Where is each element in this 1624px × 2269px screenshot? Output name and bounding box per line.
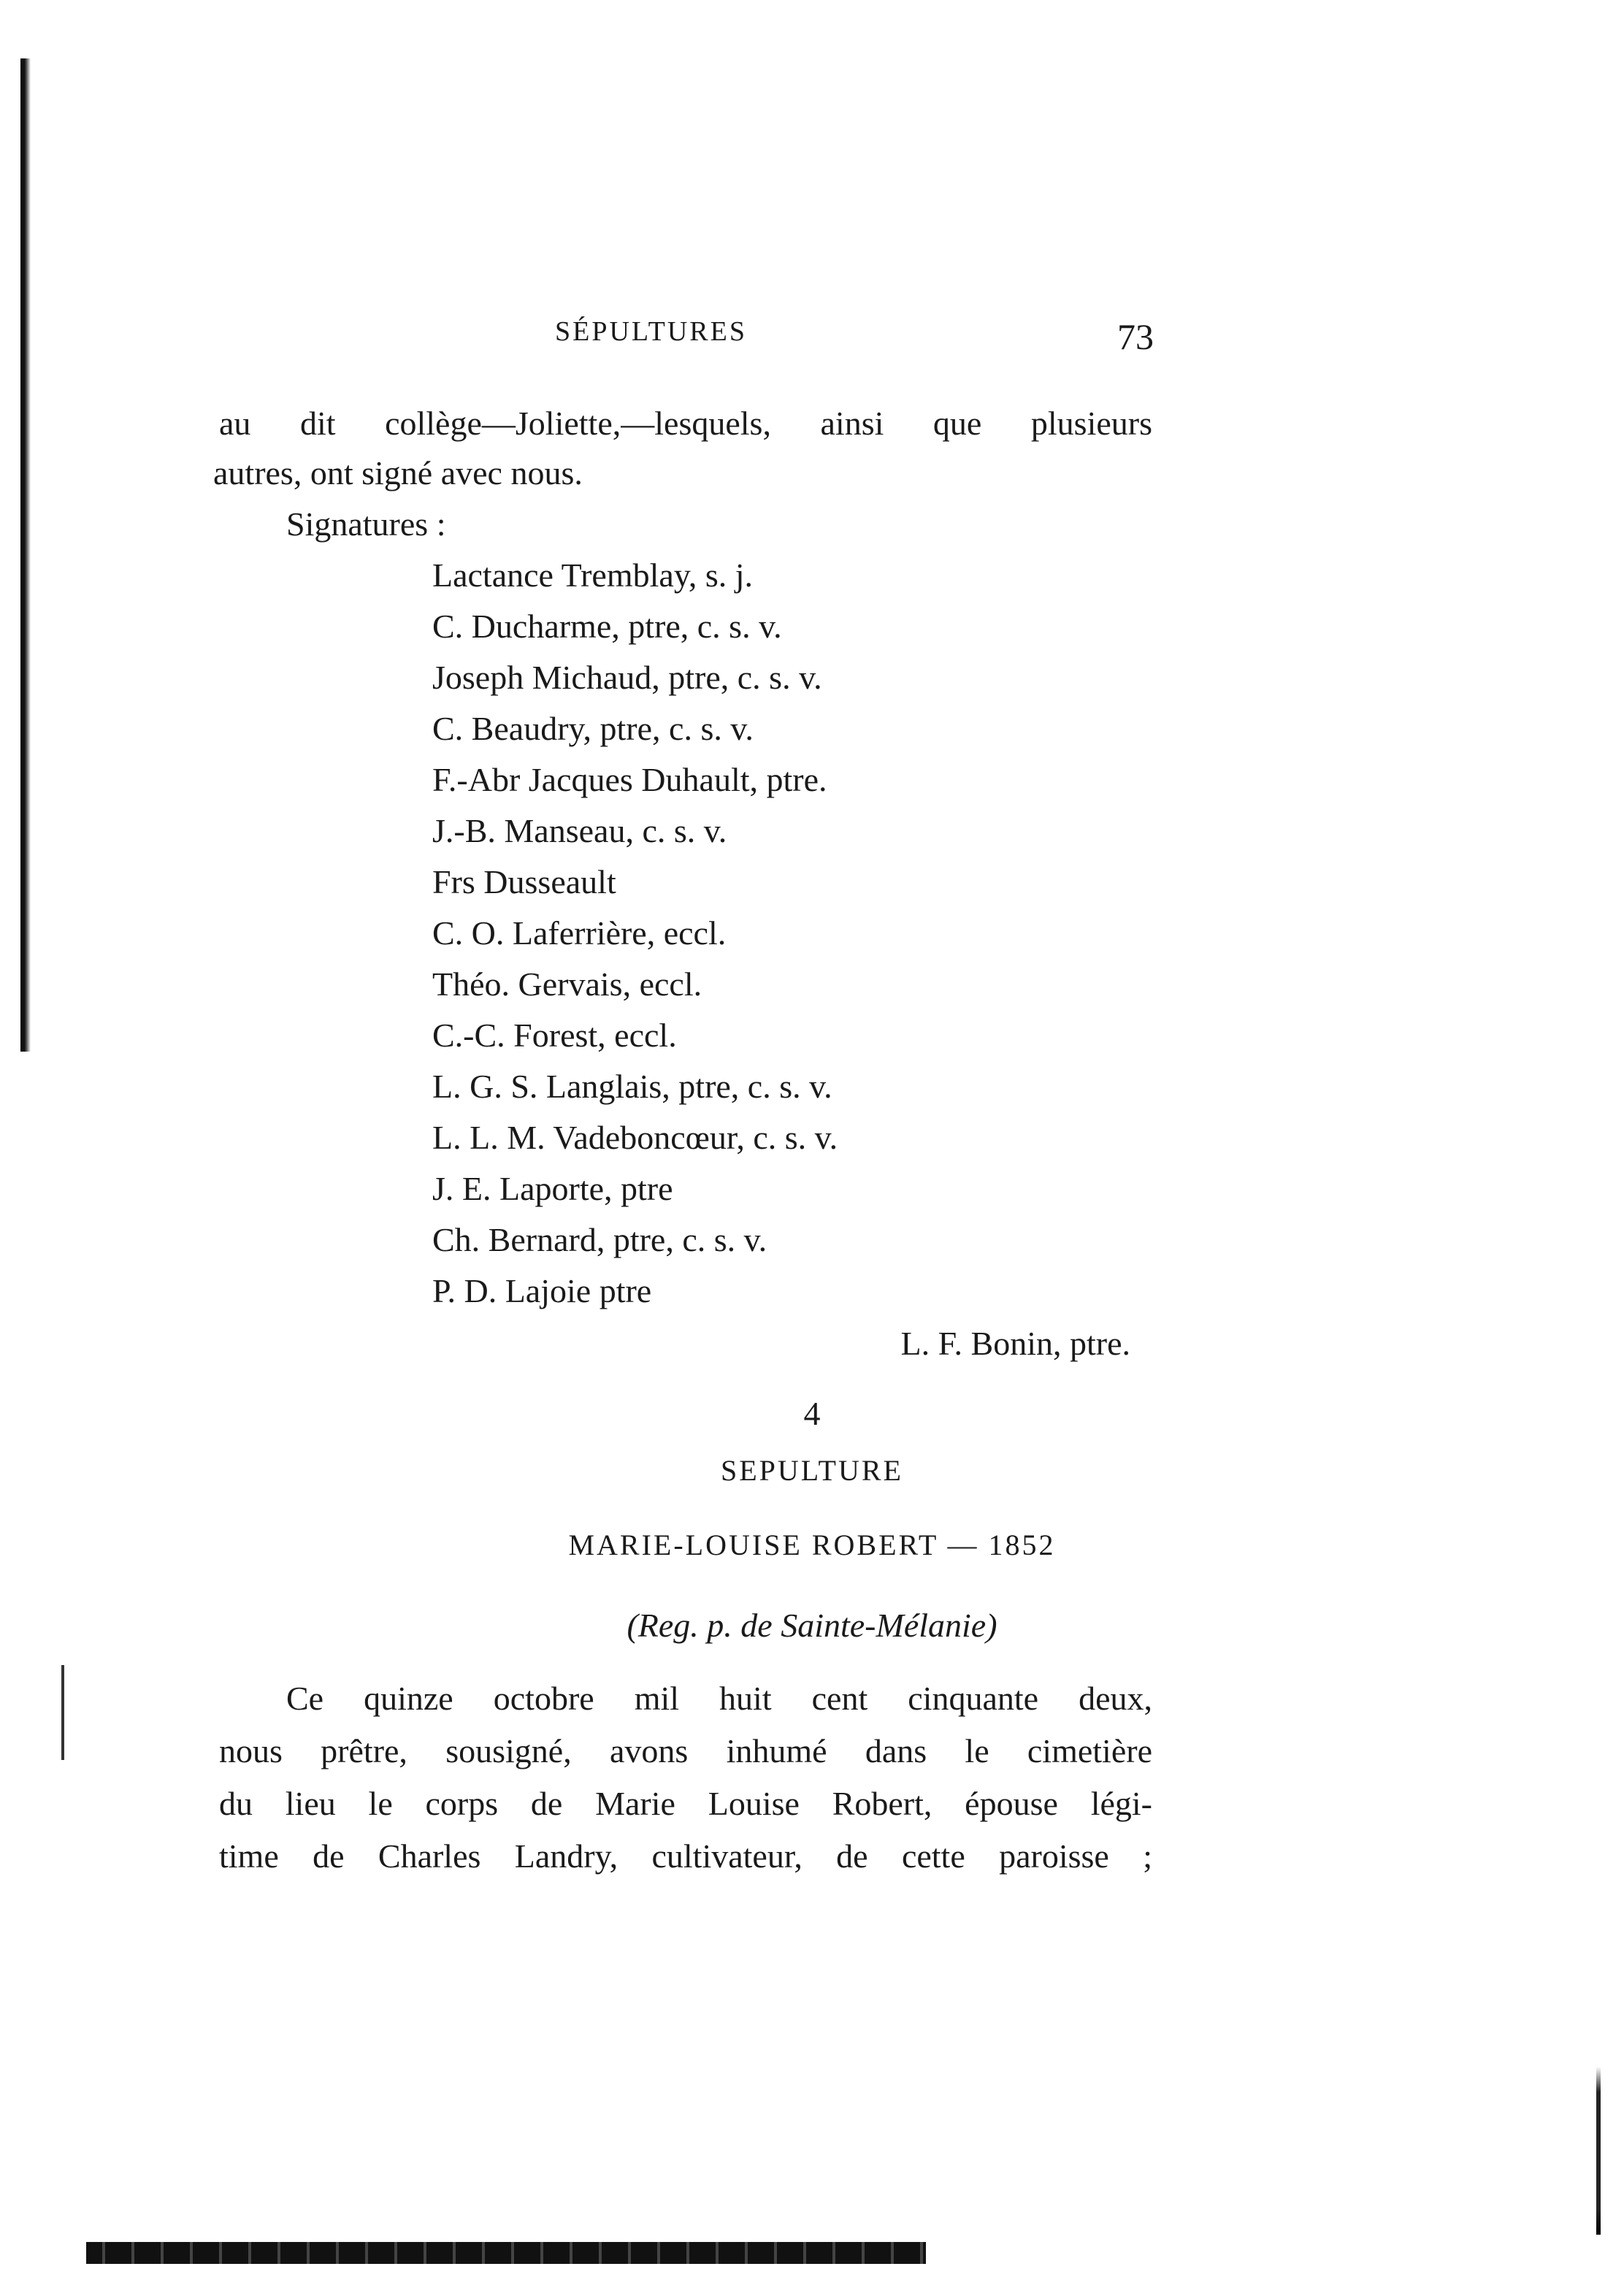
signatures-label: Signatures : bbox=[286, 505, 446, 543]
scan-mark bbox=[61, 1665, 64, 1760]
signature-line: C. O. Laferrière, eccl. bbox=[432, 914, 727, 952]
paragraph-line: nous prêtre, sousigné, avons inhumé dans le cimetière bbox=[219, 1732, 1152, 1769]
signature-line: J.-B. Manseau, c. s. v. bbox=[432, 812, 727, 849]
entry-heading: SEPULTURE bbox=[720, 1454, 903, 1487]
running-title: SÉPULTURES bbox=[555, 316, 747, 347]
scan-bottom-edge bbox=[86, 2242, 926, 2264]
entry-number: 4 bbox=[803, 1395, 821, 1432]
paragraph-line: au dit collège—Joliette,—lesquels, ainsi que plusieurs bbox=[219, 405, 1152, 442]
entry-source: (Reg. p. de Sainte-Mélanie) bbox=[627, 1607, 997, 1644]
signature-line: C.-C. Forest, eccl. bbox=[432, 1017, 677, 1054]
signature-line: Frs Dusseault bbox=[432, 863, 616, 900]
signature-line: C. Beaudry, ptre, c. s. v. bbox=[432, 710, 754, 747]
signature-line: J. E. Laporte, ptre bbox=[432, 1170, 673, 1207]
paragraph-line: time de Charles Landry, cultivateur, de cette paroisse ; bbox=[219, 1837, 1152, 1875]
signature-line: F.-Abr Jacques Duhault, ptre. bbox=[432, 761, 827, 798]
scan-edge-mark bbox=[1596, 2067, 1601, 2235]
scan-binding-shadow bbox=[20, 58, 31, 1052]
paragraph-line: du lieu le corps de Marie Louise Robert, épouse légi- bbox=[219, 1785, 1152, 1822]
signature-line: Théo. Gervais, eccl. bbox=[432, 965, 702, 1003]
page-header bbox=[555, 315, 1154, 359]
signature-line: Ch. Bernard, ptre, c. s. v. bbox=[432, 1221, 767, 1258]
paragraph-line: Ce quinze octobre mil huit cent cinquante deux, bbox=[286, 1680, 1152, 1717]
signature-line: L. L. M. Vadeboncœur, c. s. v. bbox=[432, 1119, 838, 1156]
entry-subject: MARIE-LOUISE ROBERT — 1852 bbox=[568, 1528, 1056, 1561]
paragraph-line: autres, ont signé avec nous. bbox=[213, 454, 583, 491]
page-number: 73 bbox=[1117, 316, 1154, 357]
final-signature: L. F. Bonin, ptre. bbox=[900, 1325, 1130, 1362]
signature-line: L. G. S. Langlais, ptre, c. s. v. bbox=[432, 1068, 832, 1105]
signature-line: P. D. Lajoie ptre bbox=[432, 1272, 652, 1309]
signature-line: C. Ducharme, ptre, c. s. v. bbox=[432, 608, 782, 645]
signature-line: Lactance Tremblay, s. j. bbox=[432, 556, 754, 594]
signature-line: Joseph Michaud, ptre, c. s. v. bbox=[432, 659, 822, 696]
